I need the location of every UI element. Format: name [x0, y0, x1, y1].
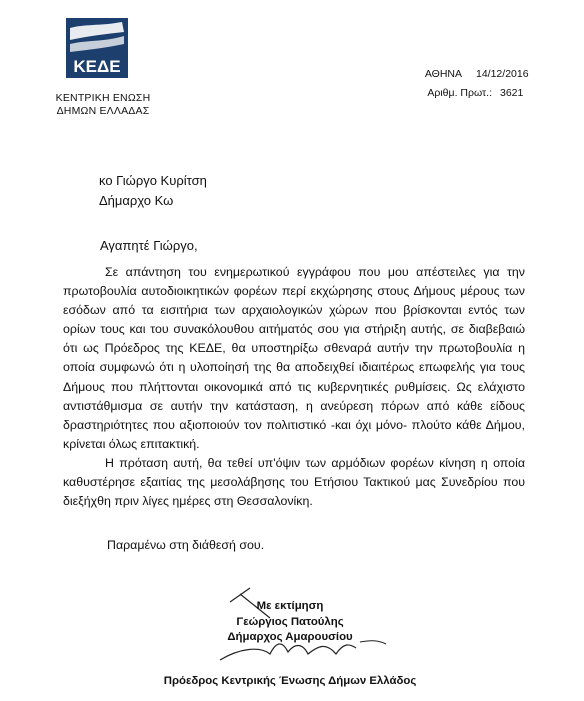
kede-logo: [66, 18, 128, 78]
date-row: [404, 65, 529, 84]
logo-text: ΚΕΔΕ: [73, 57, 121, 76]
paragraph-2: Η πρόταση αυτή, θα τεθεί υπ'όψιν των αρμόδιων φορέων κίνηση η οποία καθυστέρησε εξαιτίας της μεσολάβησης του Ετήσιου Τακτικού μας Συνεδρίου που διεξήχθη πριν λίγες ημέρες στη Θεσσαλονίκη.: [63, 455, 525, 509]
salutation: Αγαπητέ Γιώργο,: [100, 238, 198, 253]
addressee-title: Δήμαρχο Κω: [99, 193, 174, 208]
regards: Με εκτίμηση: [256, 600, 324, 612]
org-line-1: ΚΕΝΤΡΙΚΗ ΕΝΩΣΗ: [55, 92, 151, 104]
letter-body: [63, 263, 525, 511]
letter-meta: [404, 65, 529, 103]
addressee: [99, 171, 207, 211]
addressee-name: κο Γιώργο Κυρίτση: [99, 173, 207, 188]
protocol-label: Αριθμ. Πρωτ.:: [427, 87, 492, 99]
organization-name: [48, 92, 158, 118]
signer-role: Δήμαρχος Αμαρουσίου: [227, 631, 353, 643]
protocol-number: 3621: [500, 87, 524, 99]
president-title: Πρόεδρος Κεντρικής Ένωσης Δήμων Ελλάδος: [163, 675, 417, 687]
paragraph-1: Σε απάντηση του ενημερωτικού εγγράφου που μου απέστειλες για την πρωτοβουλία αυτοδιοικητικών φορέων περί εκχώρησης στους Δήμους μέρους των εσόδων από τα εισιτήρια των αρχαιολογικών χώρων που βρίσκονται εντός των ορίων τους και του συνακόλουθου αιτήματός σου για στήριξη αυτής, σε διαβεβαιώ ότι ως Πρόεδρος της ΚΕΔΕ, θα υποστηρίξω σθεναρά αυτήν την πρωτοβουλία η οποία συμφωνώ ότι η υλοποίησή της θα αποδειχθεί ιδιαιτέρως επωφελής για τους Δήμους που πλήττονται οικονομικά από τις κυβερνητικές ρυθμίσεις. Ως ελάχιστο αντιστάθμισμα σε αυτήν την κατάσταση, η ανεύρεση πόρων από κάθε είδους δραστηριότητες που αξιοποιούν τον πολιτιστικό -και όχι μόνο- πλούτο κάθε Δήμου, κρίνεται όλως επιτακτική.: [63, 265, 525, 451]
org-line-2: ΔΗΜΩΝ ΕΛΛΑΔΑΣ: [56, 105, 150, 117]
place: ΑΘΗΝΑ: [424, 68, 462, 80]
signer-name: Γεώργιος Πατούλης: [236, 615, 344, 628]
signature-block: [200, 599, 380, 646]
date: 14/12/2016: [476, 68, 529, 80]
closing-line: Παραμένω στη διάθεσή σου.: [107, 538, 265, 552]
protocol-row: [404, 84, 529, 103]
